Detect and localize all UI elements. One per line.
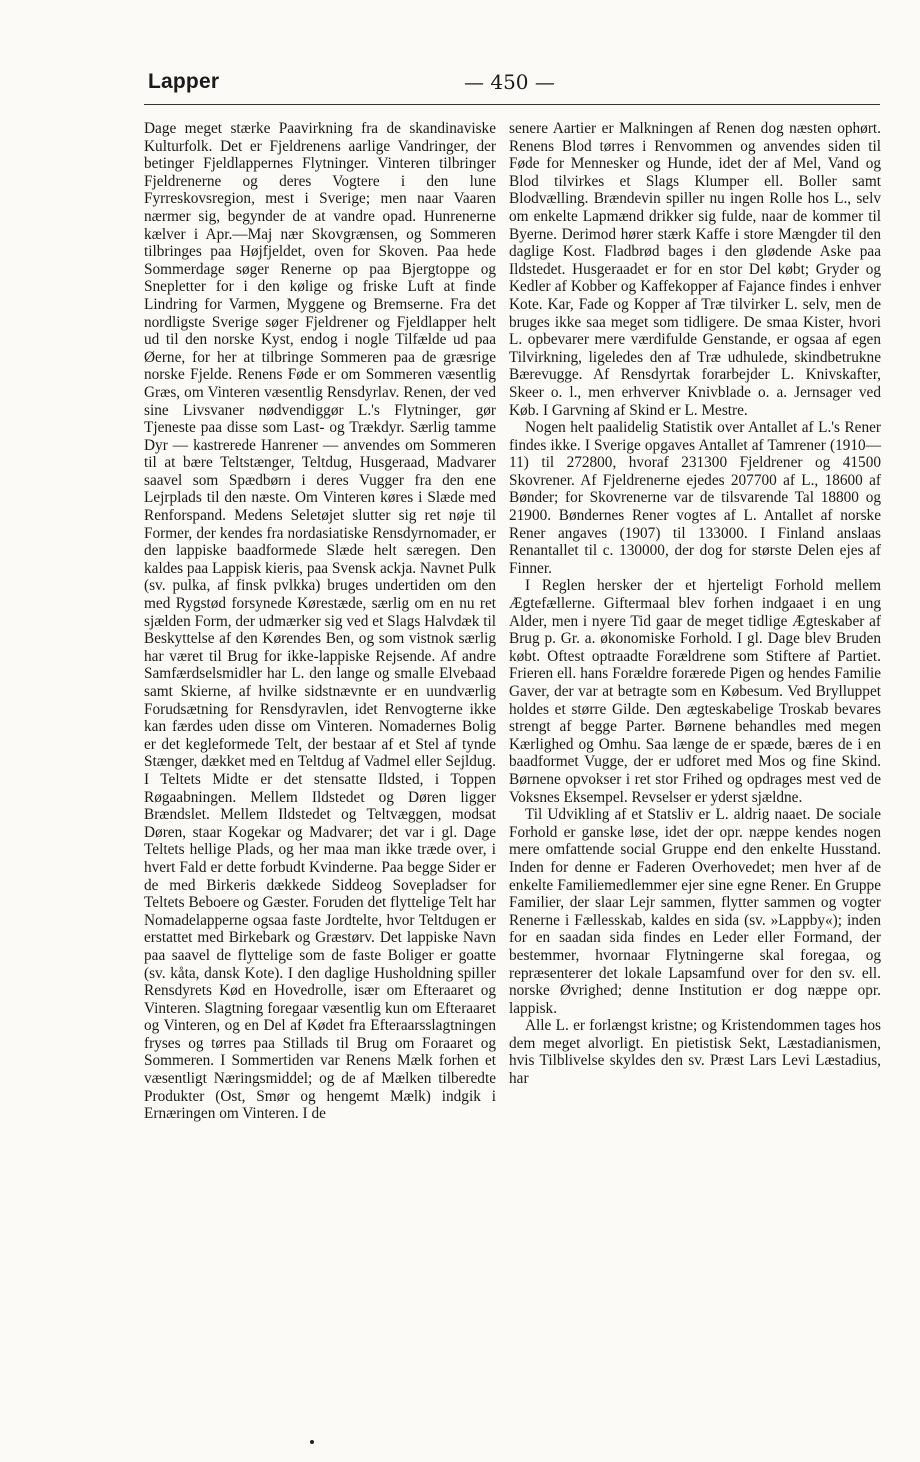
paragraph: Dage meget stærke Paavirkning fra de skandinaviske Kulturfolk. Det er Fjeldrenens aarlige Vandringer, der betinger Fjeldlappernes Flytninger. Vinteren tilbringer Fjeldrenerne og deres Vogtere i den lune Fyrreskovsregion, mest i Sverige; men naar Vaaren nærmer sig, begynder de at vandre opad. Hunrenerne kælver i Apr.—Maj nær Skovgrænsen, og Sommeren tilbringes paa Højfjeldet, oven for Skoven. Paa hede Sommerdage søger Renerne op paa Bjergtoppe og Snepletter for i den kølige og friske Luft at finde Lindring for Varmen, Myggene og Bremserne. Fra det nordligste Sverige søger Fjeldrener og Fjeldlapper helt ud til den norske Kyst, endog i nogle Tilfælde ud paa Øerne, for her at tilbringe Sommeren paa de græsrige norske Fjelde. Renens Føde er om Sommeren væsentlig Græs, om Vinteren væsentlig Rensdyrlav. Renen, der ved sine Livsvaner nødvendiggør L.'s Flytninger, gør Tjeneste paa disse som Last- og Trækdyr. Særlig tamme Dyr — kastrerede Hanrener — anvendes om Sommeren til at bære Teltstænger, Teltdug, Husgeraad, Madvarer saavel som Spædbørn i deres Vugger fra den ene Lejrplads til den næste. Om Vinteren køres i Slæde med Renforspand. Medens Seletøjet slutter sig ret nøje til Former, der kendes fra nordasiatiske Rensdyrnomader, er den lappiske baadformede Slæde helt særegen. Den kaldes paa Lappisk kieris, paa Svensk ackja. Navnet Pulk (sv. pulka, af finsk pvlkka) bruges undertiden om den med Rygstød forsynede Kørestæde, særlig om en nu ret sjælden Form, der udmærker sig ved et Slags Halvdæk til Beskyttelse af den Kørendes Ben, og som vistnok særlig har været til Brug for ikke-lappiske Rejsende. Af andre Samfærdselsmidler har L. den lange og smalle Elvebaad samt Skierne, af hvilke sidstnævnte er en uundværlig Forudsætning for Rensdyravlen, idet Renvogterne ikke kan færdes uden disse om Vinteren. Nomadernes Bolig er det kegleformede Telt, der bestaar af et Stel af tynde Stænger, dækket med en Teltdug af Vadmel eller Sejldug. I Teltets Midte er det stensatte Ildsted, i Toppen Røgaabningen. Mellem Ildstedet og Døren ligger Brændslet. Mellem Ildstedet og Teltvæggen, modsat Døren, staar Kogekar og Madvarer; det var i gl. Dage Teltets hellige Plads, og her maa man ikke træde over, i hvert Fald er dette forbudt Kvinderne. Paa begge Sider er de med Birkeris dækkede Siddeog Sovepladser for Teltets Beboere og Gæster. Foruden det flyttelige Telt har Nomadelapperne ogsaa faste Jordtelte, hvor Teltdugen er erstattet med Birkebark og Græstørv. Det lappiske Navn paa saavel de flyttelige som de faste Boliger er goatte (sv. kåta, dansk Kote). I den daglige Husholdning spiller Rensdyrets Kød en Hovedrolle, især om Efteraaret og Vinteren. Slagtning foregaar væsentlig kun om Efteraaret og Vinteren, og en Del af Kødet fra Efteraarsslagtningen fryses og tørres paa Stillads til Brug om Foraaret og Sommeren. I Sommertiden var Renens Mælk forhen et væsentligt Næringsmiddel; og de af Mælken tilberedte Produkter (Ost, Smør og hengemt Mælk) indgik i Ernæringen om Vinteren. I de (144, 120, 496, 1123)
page-number: — 450 — (464, 70, 555, 94)
left-column (144, 120, 496, 1123)
paragraph: senere Aartier er Malkningen af Renen dog næsten ophørt. Renens Blod tørres i Renvommen og anvendes siden til Føde for Mennesker og Hunde, idet der af Mel, Vand og Blod tilvirkes et Slags Klumper ell. Boller samt Blodvælling. Brændevin spiller nu ingen Rolle hos L., selv om enkelte Lapmænd drikker sig fulde, naar de kommer til Byerne. Derimod hører stærk Kaffe i store Mængder til den daglige Kost. Fladbrød bages i den glødende Aske paa Ildstedet. Husgeraadet er for en stor Del købt; Gryder og Kedler af Kobber og Kaffekopper af Fajance findes i enhver Kote. Kar, Fade og Kopper af Træ tilvirker L. selv, men de bruges ikke saa meget som tidligere. De smaa Kister, hvori L. opbevarer mere værdifulde Genstande, er ogsaa af egen Tilvirkning, ligeledes den af Træ udhulede, skindbetrukne Bærevugge. Af Rensdyrtak forarbejder L. Knivskafter, Skeer o. l., men erhverver Knivblade o. a. Jernsager ved Køb. I Garvning af Skind er L. Mestre. (509, 120, 881, 419)
right-column (509, 120, 881, 1088)
header-rule (144, 104, 880, 105)
paragraph: Til Udvikling af et Statsliv er L. aldrig naaet. De sociale Forhold er ganske løse, idet der opr. næppe kendes nogen mere omfattende social Gruppe end den enkelte Husstand. Inden for denne er Faderen Overhovedet; men hver af de enkelte Familiemedlemmer ejer sine egne Rener. En Gruppe Familier, der slaar Lejr sammen, flytter sammen og vogter Renerne i Fællesskab, kaldes en sida (sv. »Lappby«); inden for en saadan sida findes en Leder eller Formand, der bestemmer, hvornaar Flytningerne skal foregaa, og repræsenterer det lokale Lapsamfund over for den sv. ell. norske Øvrighed; denne Institution er dog næppe opr. lappisk. (509, 806, 881, 1017)
paragraph: Alle L. er forlængst kristne; og Kristendommen tages hos dem meget alvorligt. En pietistisk Sekt, Læstadianismen, hvis Tilblivelse skyldes den sv. Præst Lars Levi Læstadius, har (509, 1017, 881, 1088)
paragraph: I Reglen hersker der et hjerteligt Forhold mellem Ægtefællerne. Giftermaal blev forhen indgaaet i en ung Alder, men i nyere Tid gaar de meget tidlige Ægteskaber af Brug p. Gr. a. økonomiske Forhold. I gl. Dage blev Bruden købt. Oftest optraadte Forældrene som Stiftere af Partiet. Frieren ell. hans Forældre forærede Pigen og hendes Familie Gaver, der var at betragte som en Købesum. Ved Brylluppet holdes et større Gilde. Den ægteskabelige Troskab bevares strengt af begge Parter. Børnene behandles med megen Kærlighed og Omhu. Saa længe de er spæde, bæres de i en baadformet Vugge, der er udforet med Mos og fine Skind. Børnene opvokser i ret stor Frihed og opdrages mest ved de Voksnes Eksempel. Revselser er yderst sjældne. (509, 577, 881, 806)
running-head: Lapper (148, 70, 220, 93)
paragraph: Nogen helt paalidelig Statistik over Antallet af L.'s Rener findes ikke. I Sverige opgaves Antallet af Tamrener (1910—11) til 272800, hvoraf 231300 Fjeldrener og 41500 Skovrener. Af Fjeldrenerne ejedes 207700 af L., 18600 af Bønder; for Skovrenerne var de tilsvarende Tal 18800 og 21900. Bøndernes Rener vogtes af L. Antallet af norske Rener angaves (1907) til 133000. I Finland anslaas Renantallet til c. 130000, der dog for største Delen ejes af Finner. (509, 419, 881, 577)
print-speck (310, 1440, 314, 1444)
page-header (144, 64, 880, 100)
